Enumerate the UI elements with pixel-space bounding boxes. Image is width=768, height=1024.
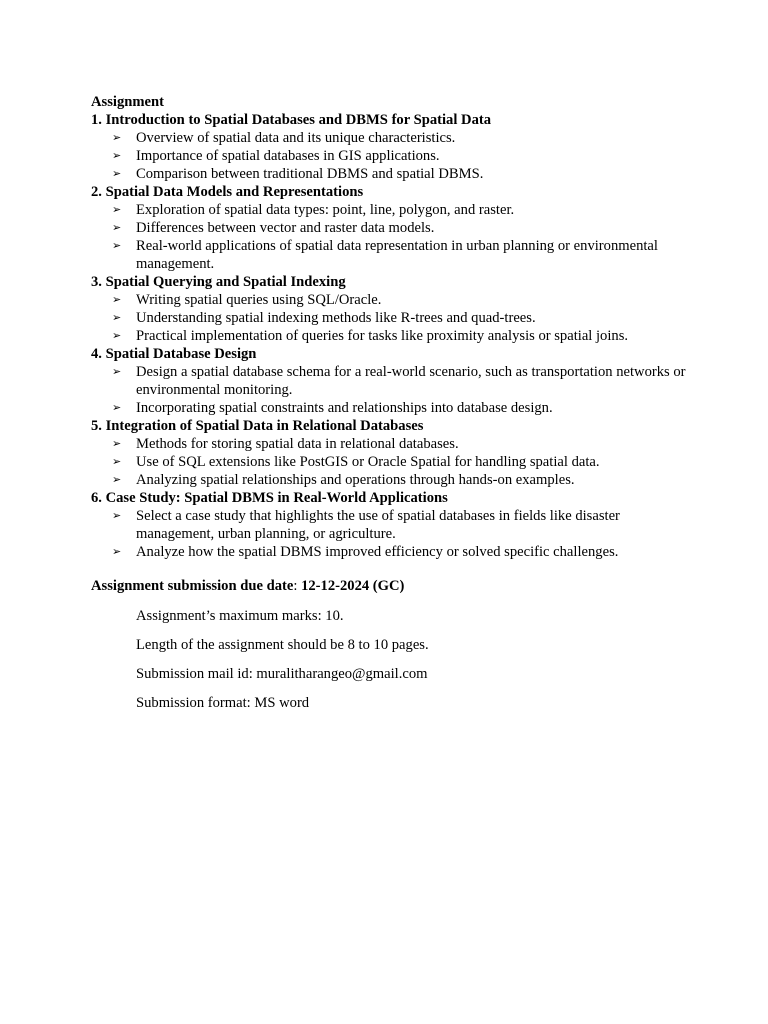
list-item-text: Methods for storing spatial data in relational databases. [136,436,459,452]
list-item [91,219,691,237]
list-item-text: Design a spatial database schema for a real-world scenario, such as transportation networks or environmental monitoring. [136,364,686,398]
bullet-list [91,507,691,561]
list-item-text: Practical implementation of queries for tasks like proximity analysis or spatial joins. [136,328,629,344]
arrow-bullet-icon: ➢ [112,329,122,342]
list-item-text: Differences between vector and raster data models. [136,220,435,236]
section-2 [91,183,691,273]
list-item [91,435,691,453]
list-item-text: Understanding spatial indexing methods like R-trees and quad-trees. [136,310,536,326]
section-heading: 5. Integration of Spatial Data in Relational Databases [91,418,424,434]
due-date-value: 12-12-2024 (GC) [301,578,405,594]
arrow-bullet-icon: ➢ [112,401,122,414]
arrow-bullet-icon: ➢ [112,131,122,144]
arrow-bullet-icon: ➢ [112,311,122,324]
section-heading: 3. Spatial Querying and Spatial Indexing [91,274,346,290]
list-item [91,543,691,561]
list-item [91,129,691,147]
mail-id-text: Submission mail id: muralitharangeo@gmail.com [136,666,428,682]
due-date-line [91,577,691,595]
section-3 [91,273,691,345]
list-item [91,147,691,165]
length-text: Length of the assignment should be 8 to 10 pages. [136,637,429,653]
list-item-text: Importance of spatial databases in GIS applications. [136,148,440,164]
section-heading: 6. Case Study: Spatial DBMS in Real-World Applications [91,490,448,506]
max-marks-text: Assignment’s maximum marks: 10. [136,608,344,624]
arrow-bullet-icon: ➢ [112,473,122,486]
due-date-separator: : [293,578,298,594]
section-heading: 2. Spatial Data Models and Representations [91,184,364,200]
section-heading: 1. Introduction to Spatial Databases and DBMS for Spatial Data [91,112,492,128]
list-item-text: Analyzing spatial relationships and operations through hands-on examples. [136,472,575,488]
list-item-text: Overview of spatial data and its unique characteristics. [136,130,456,146]
arrow-bullet-icon: ➢ [112,455,122,468]
section-heading: 4. Spatial Database Design [91,346,257,362]
arrow-bullet-icon: ➢ [112,365,122,378]
list-item [91,237,691,273]
arrow-bullet-icon: ➢ [112,149,122,162]
bullet-list [91,129,691,183]
format-text: Submission format: MS word [136,695,310,711]
list-item-text: Real-world applications of spatial data representation in urban planning or environmental management. [136,238,658,272]
list-item [91,165,691,183]
arrow-bullet-icon: ➢ [112,545,122,558]
arrow-bullet-icon: ➢ [112,203,122,216]
list-item-text: Select a case study that highlights the use of spatial databases in fields like disaster management, urban planning, or agriculture. [136,508,620,542]
section-5 [91,417,691,489]
bullet-list [91,435,691,489]
arrow-bullet-icon: ➢ [112,293,122,306]
document-title: Assignment [91,94,164,110]
section-1 [91,111,691,183]
list-item-text: Incorporating spatial constraints and relationships into database design. [136,400,553,416]
bullet-list [91,291,691,345]
list-item-text: Exploration of spatial data types: point, line, polygon, and raster. [136,202,515,218]
list-item-text: Comparison between traditional DBMS and spatial DBMS. [136,166,484,182]
due-date-label: Assignment submission due date [91,578,294,594]
bullet-list [91,201,691,273]
section-4 [91,345,691,417]
list-item [91,399,691,417]
list-item [91,471,691,489]
list-item-text: Writing spatial queries using SQL/Oracle. [136,292,382,308]
section-6 [91,489,691,561]
list-item [91,291,691,309]
arrow-bullet-icon: ➢ [112,239,122,252]
arrow-bullet-icon: ➢ [112,221,122,234]
list-item-text: Analyze how the spatial DBMS improved efficiency or solved specific challenges. [136,544,619,560]
list-item-text: Use of SQL extensions like PostGIS or Oracle Spatial for handling spatial data. [136,454,600,470]
list-item [91,363,691,399]
list-item [91,507,691,543]
arrow-bullet-icon: ➢ [112,437,122,450]
list-item [91,453,691,471]
list-item [91,309,691,327]
bullet-list [91,363,691,417]
list-item [91,327,691,345]
document-page [91,93,691,712]
arrow-bullet-icon: ➢ [112,167,122,180]
list-item [91,201,691,219]
arrow-bullet-icon: ➢ [112,509,122,522]
